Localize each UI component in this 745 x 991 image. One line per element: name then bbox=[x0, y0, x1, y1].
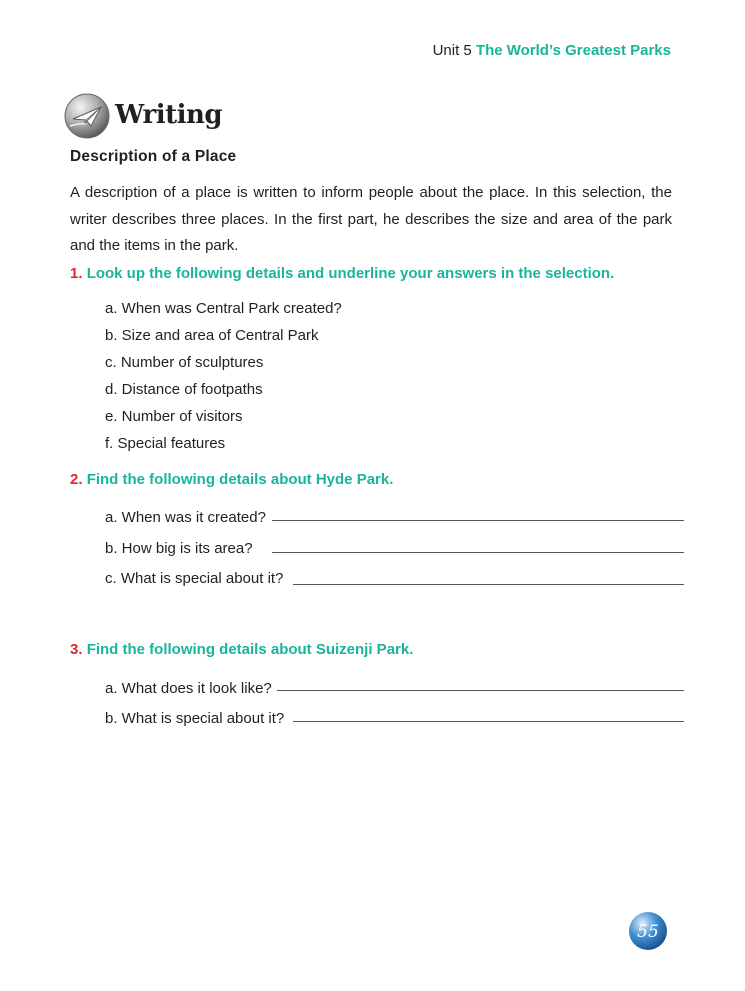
list-item: a. When was it created? bbox=[105, 509, 266, 526]
list-item: f. Special features bbox=[105, 435, 226, 452]
list-item: c. Number of sculptures bbox=[105, 354, 264, 371]
unit-title: The World’s Greatest Parks bbox=[475, 42, 671, 59]
list-item: a. When was Central Park created? bbox=[105, 300, 342, 317]
question-number: 2. bbox=[70, 471, 83, 488]
list-item: b. Size and area of Central Park bbox=[105, 327, 319, 344]
question-text: Look up the following details and underline your answers in the selection. bbox=[86, 265, 615, 282]
question-2 bbox=[70, 471, 393, 488]
question-text: Find the following details about Suizenji Park. bbox=[86, 641, 414, 658]
paper-plane-badge-icon bbox=[64, 93, 110, 139]
list-item: e. Number of visitors bbox=[105, 408, 243, 425]
answer-line[interactable] bbox=[272, 552, 684, 553]
page-number-badge bbox=[628, 911, 668, 951]
question-number: 3. bbox=[70, 641, 83, 658]
unit-header bbox=[433, 42, 671, 59]
question-number: 1. bbox=[70, 265, 83, 282]
subheading: Description of a Place bbox=[70, 148, 237, 165]
section-heading: Writing bbox=[115, 100, 223, 130]
list-item: b. What is special about it? bbox=[105, 710, 285, 727]
question-text: Find the following details about Hyde Park. bbox=[86, 471, 394, 488]
list-item: d. Distance of footpaths bbox=[105, 381, 263, 398]
intro-paragraph: A description of a place is written to inform people about the place. In this selection, the writer describes three places. In the first part, he describes the size and area of the park and the items in the park. bbox=[70, 184, 672, 254]
list-item: a. What does it look like? bbox=[105, 680, 272, 697]
answer-line[interactable] bbox=[293, 721, 684, 722]
answer-line[interactable] bbox=[272, 520, 684, 521]
list-item: b. How big is its area? bbox=[105, 540, 253, 557]
question-3 bbox=[70, 641, 413, 658]
answer-line[interactable] bbox=[277, 690, 684, 691]
unit-label: Unit 5 bbox=[432, 42, 472, 59]
question-1 bbox=[70, 265, 614, 282]
answer-line[interactable] bbox=[293, 584, 684, 585]
list-item: c. What is special about it? bbox=[105, 570, 284, 587]
page-number: 55 bbox=[637, 922, 659, 942]
